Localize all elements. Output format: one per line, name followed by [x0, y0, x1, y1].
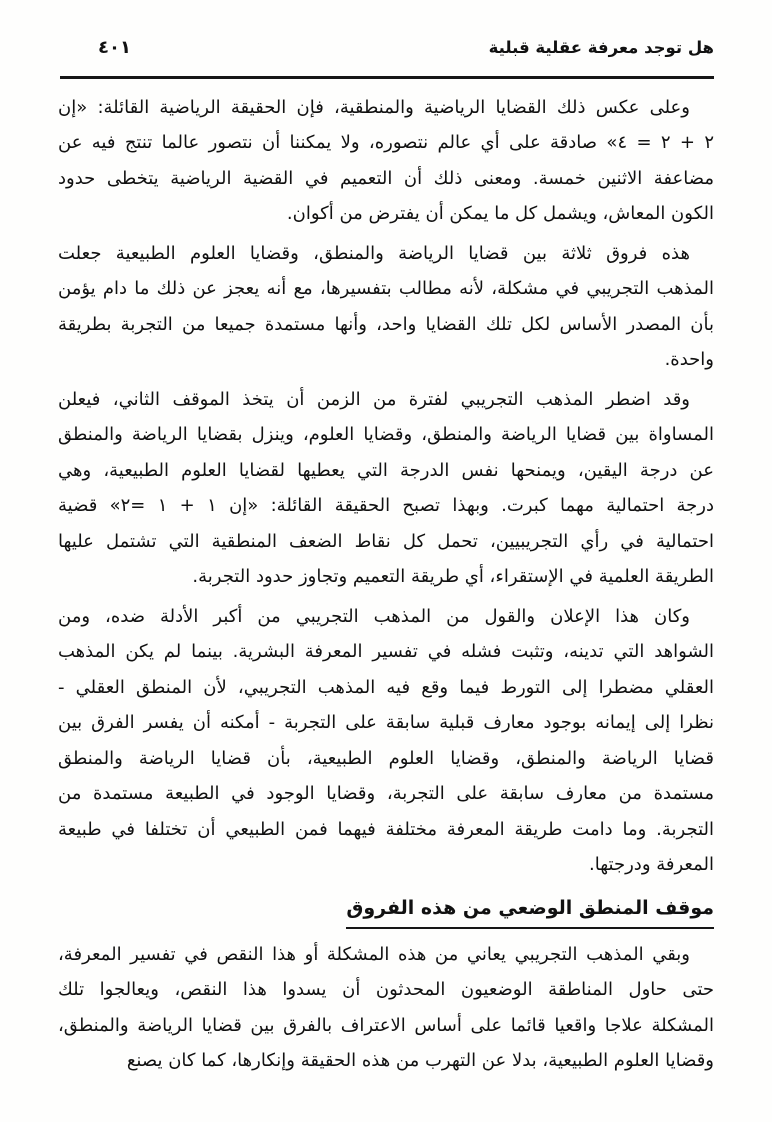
page-number: ٤٠١ — [98, 37, 131, 58]
text-line: وقضايا العلوم الطبيعية، بدلا عن التهرب من هذه الحقيقة وإنكارها، كما كان يصنع — [126, 1050, 714, 1071]
paragraph — [58, 382, 714, 595]
text-line: نظرا إلى إيمانه بوجود معارف قبلية سابقة على التجربة - أمكنه أن يفسر الفرق بين — [58, 712, 714, 733]
text-line: احتمالية في رأي التجريبيين، تحمل كل نقاط الضعف المنطقية التي تشتمل عليها — [58, 530, 714, 552]
text-line: الطريقة العلمية في الإستقراء، أي طريقة التعميم وتجاوز حدود التجربة. — [192, 566, 714, 587]
page-body — [58, 90, 714, 1079]
page-header — [58, 36, 714, 60]
text-line: العقلي مضطرا إلى التورط فيما وقع فيه المذهب التجريبي، لأن المنطق العقلي - — [58, 676, 714, 698]
text-line: المعرفة ودرجتها. — [589, 854, 714, 875]
header-rule — [60, 76, 714, 79]
text-line: واحدة. — [664, 349, 714, 370]
text-line: بأن المصدر الأساس لكل تلك القضايا واحد، وأنها مستمدة جميعا من التجربة بطريقة — [58, 313, 714, 335]
paragraph — [58, 599, 714, 883]
text-line: ٢ + ٢ = ٤» صادقة على أي عالم نتصوره، ولا يمكننا أن نتصور عالما تنتج فيه عن — [58, 132, 714, 153]
text-line: هذه فروق ثلاثة بين قضايا الرياضة والمنطق، وقضايا العلوم الطبيعية جعلت — [58, 242, 690, 264]
text-line: وعلى عكس ذلك القضايا الرياضية والمنطقية، فإن الحقيقة الرياضية القائلة: «إن — [58, 96, 690, 118]
text-line: درجة احتمالية مهما كبرت. وبهذا تصبح الحقيقة القائلة: «إن ١ + ١ =٢» قضية — [58, 495, 714, 516]
text-line: الشواهد التي تدينه، وتثبت فشله في تفسير المعرفة البشرية. بينما لم يكن المذهب — [58, 641, 714, 662]
paragraph — [58, 937, 714, 1079]
text-line: مستمدة من معارف سابقة على التجربة، وقضايا الوجود في الطبيعة مستمدة من — [58, 783, 714, 804]
text-line: التجربة. وما دامت طريقة المعرفة مختلفة فيهما فمن الطبيعي أن تختلفا في طبيعة — [58, 818, 714, 840]
section-heading: موقف المنطق الوضعي من هذه الفروق — [346, 893, 714, 929]
text-line: عن درجة اليقين، ويمنحها نفس الدرجة التي يعطيها لقضايا العلوم الطبيعية، وهي — [58, 459, 714, 481]
text-line: حتى حاول المناطقة الوضعيون المحدثون أن يسدوا هذا النقص، ويعالجوا تلك — [58, 979, 714, 1000]
text-line: وقد اضطر المذهب التجريبي لفترة من الزمن أن يتخذ الموقف الثاني، فيعلن — [58, 388, 690, 410]
text-line: الكون المعاش، ويشمل كل ما يمكن أن يفترض من أكوان. — [286, 203, 714, 224]
text-line: مضاعفة الاثنين خمسة. ومعنى ذلك أن التعميم في القضية الرياضية يتخطى حدود — [58, 167, 714, 189]
text-line: المساواة بين قضايا الرياضة والمنطق، وقضايا العلوم، وينزل بقضايا الرياضة والمنطق — [58, 424, 714, 445]
text-line: المشكلة علاجا واقعيا قائما على أساس الاعتراف بالفرق بين قضايا الرياضة والمنطق، — [58, 1014, 714, 1036]
text-line: المذهب التجريبي في مشكلة، لأنه مطالب بتفسيرها، مع أنه يعجز عن ذلك ما دام يؤمن — [58, 278, 714, 299]
text-line: وبقي المذهب التجريبي يعاني من هذه المشكلة أو هذا النقص في تفسير المعرفة، — [58, 943, 690, 965]
paragraph — [58, 236, 714, 378]
text-line: وكان هذا الإعلان والقول من المذهب التجريبي من أكبر الأدلة ضده، ومن — [58, 605, 690, 627]
paragraph — [58, 90, 714, 232]
section-heading-row — [58, 887, 714, 937]
text-line: قضايا الرياضة والمنطق، وقضايا العلوم الطبيعية، بأن قضايا الرياضة والمنطق — [58, 747, 714, 769]
running-title: هل توجد معرفة عقلية قبلية — [488, 38, 714, 57]
